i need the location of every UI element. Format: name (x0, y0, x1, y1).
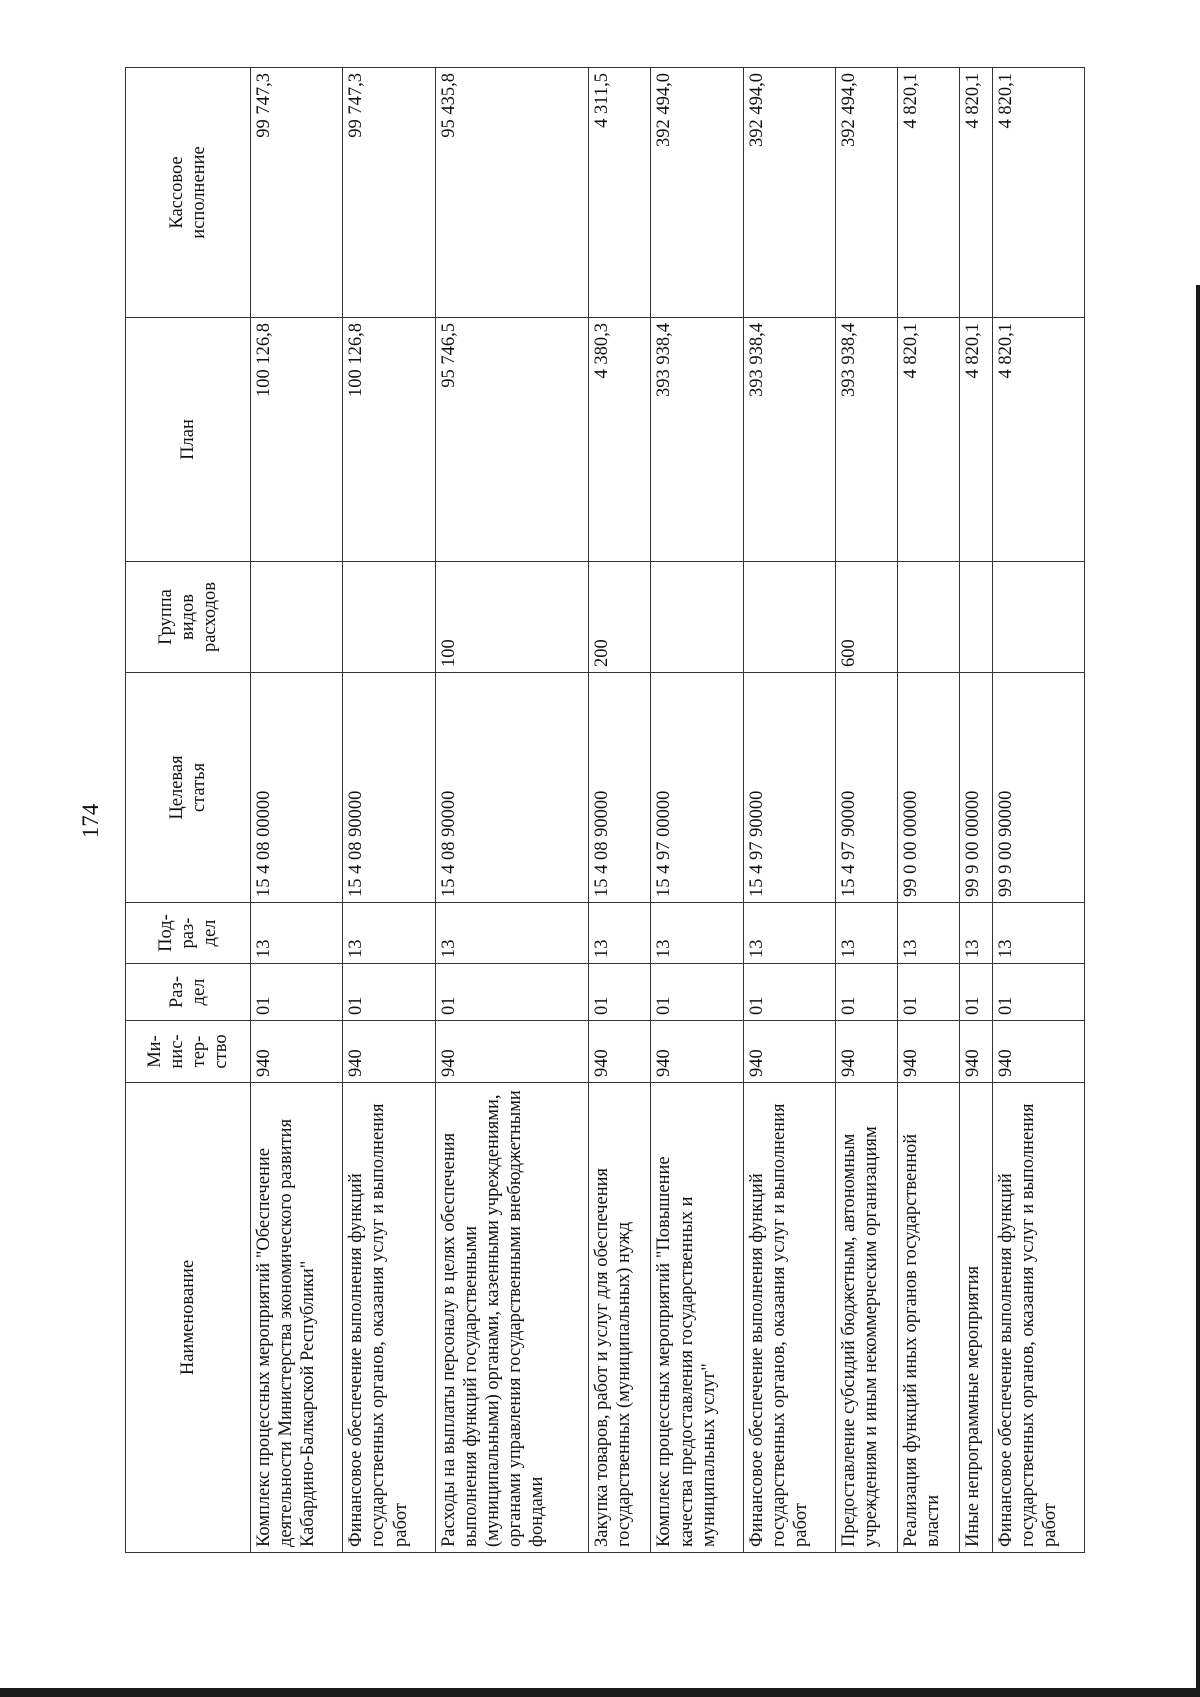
row-target: 15 4 08 90000 (435, 673, 588, 903)
row-section: 01 (960, 964, 992, 1021)
row-plan: 100 126,8 (251, 318, 343, 562)
row-name: Реализация функций иных органов государственной власти (898, 1083, 960, 1553)
row-ministry: 940 (743, 1021, 835, 1083)
row-subsection: 13 (589, 903, 651, 964)
row-execution: 392 494,0 (651, 68, 743, 318)
row-group (960, 562, 992, 673)
row-target: 15 4 97 90000 (743, 673, 835, 903)
row-section: 01 (343, 964, 435, 1021)
row-ministry: 940 (343, 1021, 435, 1083)
table-row (435, 68, 588, 1553)
row-group (743, 562, 835, 673)
row-target: 99 9 00 00000 (960, 673, 992, 903)
row-subsection: 13 (251, 903, 343, 964)
row-section: 01 (743, 964, 835, 1021)
budget-table (125, 67, 1085, 1553)
row-target: 99 9 00 90000 (992, 673, 1084, 903)
row-execution: 392 494,0 (743, 68, 835, 318)
row-target: 15 4 08 00000 (251, 673, 343, 903)
row-group (343, 562, 435, 673)
row-ministry: 940 (992, 1021, 1084, 1083)
row-name: Финансовое обеспечение выполнения функций государственных органов, оказания услуг и выполнения работ (743, 1083, 835, 1553)
row-group (898, 562, 960, 673)
table-row (651, 68, 743, 1553)
row-plan: 393 938,4 (651, 318, 743, 562)
row-name: Предоставление субсидий бюджетным, автономным учреждениям и иным некоммерческим организациям (835, 1083, 897, 1553)
scan-edge-shadow-bottom (0, 1688, 1200, 1697)
row-execution: 95 435,8 (435, 68, 588, 318)
row-section: 01 (435, 964, 588, 1021)
row-plan: 100 126,8 (343, 318, 435, 562)
table-row (835, 68, 897, 1553)
row-section: 01 (651, 964, 743, 1021)
row-plan: 4 820,1 (898, 318, 960, 562)
header-subsection: Под- раз- дел (126, 903, 251, 964)
table-row (898, 68, 960, 1553)
row-section: 01 (992, 964, 1084, 1021)
row-section: 01 (589, 964, 651, 1021)
row-execution: 4 820,1 (898, 68, 960, 318)
row-plan: 4 380,3 (589, 318, 651, 562)
row-name: Финансовое обеспечение выполнения функций государственных органов, оказания услуг и выполнения работ (992, 1083, 1084, 1553)
row-execution: 99 747,3 (251, 68, 343, 318)
row-target: 15 4 08 90000 (589, 673, 651, 903)
row-group (251, 562, 343, 673)
row-subsection: 13 (835, 903, 897, 964)
page-number: 174 (78, 803, 103, 839)
row-ministry: 940 (589, 1021, 651, 1083)
table-row (343, 68, 435, 1553)
header-section: Раз- дел (126, 964, 251, 1021)
row-name: Комплекс процессных мероприятий "Повышение качества предоставления государственных и муниципальных услуг" (651, 1083, 743, 1553)
row-subsection: 13 (960, 903, 992, 964)
row-subsection: 13 (898, 903, 960, 964)
row-execution: 392 494,0 (835, 68, 897, 318)
table-row (251, 68, 343, 1553)
row-execution: 4 820,1 (992, 68, 1084, 318)
row-subsection: 13 (743, 903, 835, 964)
header-plan: План (126, 318, 251, 562)
table-header-row (126, 68, 251, 1553)
header-execution: Кассовое исполнение (126, 68, 251, 318)
row-group: 200 (589, 562, 651, 673)
row-group: 100 (435, 562, 588, 673)
row-ministry: 940 (435, 1021, 588, 1083)
row-execution: 99 747,3 (343, 68, 435, 318)
header-ministry: Ми- нис- тер- ство (126, 1021, 251, 1083)
row-ministry: 940 (251, 1021, 343, 1083)
row-ministry: 940 (835, 1021, 897, 1083)
row-name: Комплекс процессных мероприятий "Обеспечение деятельности Министерства экономического развития Кабардино-Балкарской Республики" (251, 1083, 343, 1553)
row-name: Расходы на выплаты персоналу в целях обеспечения выполнения функций государственными (муниципальными) органами, казенными учреждениями, органами управления государственными внебюджетными фондами (435, 1083, 588, 1553)
row-plan: 95 746,5 (435, 318, 588, 562)
rotated-page (125, 68, 1085, 1553)
header-expense-group: Группа видов расходов (126, 562, 251, 673)
header-name: Наименование (126, 1083, 251, 1553)
row-execution: 4 311,5 (589, 68, 651, 318)
row-group (651, 562, 743, 673)
row-ministry: 940 (960, 1021, 992, 1083)
row-target: 15 4 97 00000 (651, 673, 743, 903)
row-plan: 4 820,1 (992, 318, 1084, 562)
row-section: 01 (898, 964, 960, 1021)
row-target: 15 4 97 90000 (835, 673, 897, 903)
row-ministry: 940 (898, 1021, 960, 1083)
row-ministry: 940 (651, 1021, 743, 1083)
row-target: 15 4 08 90000 (343, 673, 435, 903)
row-subsection: 13 (435, 903, 588, 964)
row-target: 99 0 00 00000 (898, 673, 960, 903)
table-row (960, 68, 992, 1553)
table-row (589, 68, 651, 1553)
table-row (992, 68, 1084, 1553)
row-execution: 4 820,1 (960, 68, 992, 318)
row-group (992, 562, 1084, 673)
table-row (743, 68, 835, 1553)
row-group: 600 (835, 562, 897, 673)
row-section: 01 (835, 964, 897, 1021)
row-section: 01 (251, 964, 343, 1021)
row-name: Иные непрограммные мероприятия (960, 1083, 992, 1553)
header-target: Целевая статья (126, 673, 251, 903)
row-subsection: 13 (992, 903, 1084, 964)
row-plan: 4 820,1 (960, 318, 992, 562)
row-subsection: 13 (651, 903, 743, 964)
row-name: Финансовое обеспечение выполнения функций государственных органов, оказания услуг и выполнения работ (343, 1083, 435, 1553)
row-subsection: 13 (343, 903, 435, 964)
row-plan: 393 938,4 (743, 318, 835, 562)
row-name: Закупка товаров, работ и услуг для обеспечения государственных (муниципальных) нужд (589, 1083, 651, 1553)
row-plan: 393 938,4 (835, 318, 897, 562)
scan-edge-shadow (1196, 285, 1200, 1697)
